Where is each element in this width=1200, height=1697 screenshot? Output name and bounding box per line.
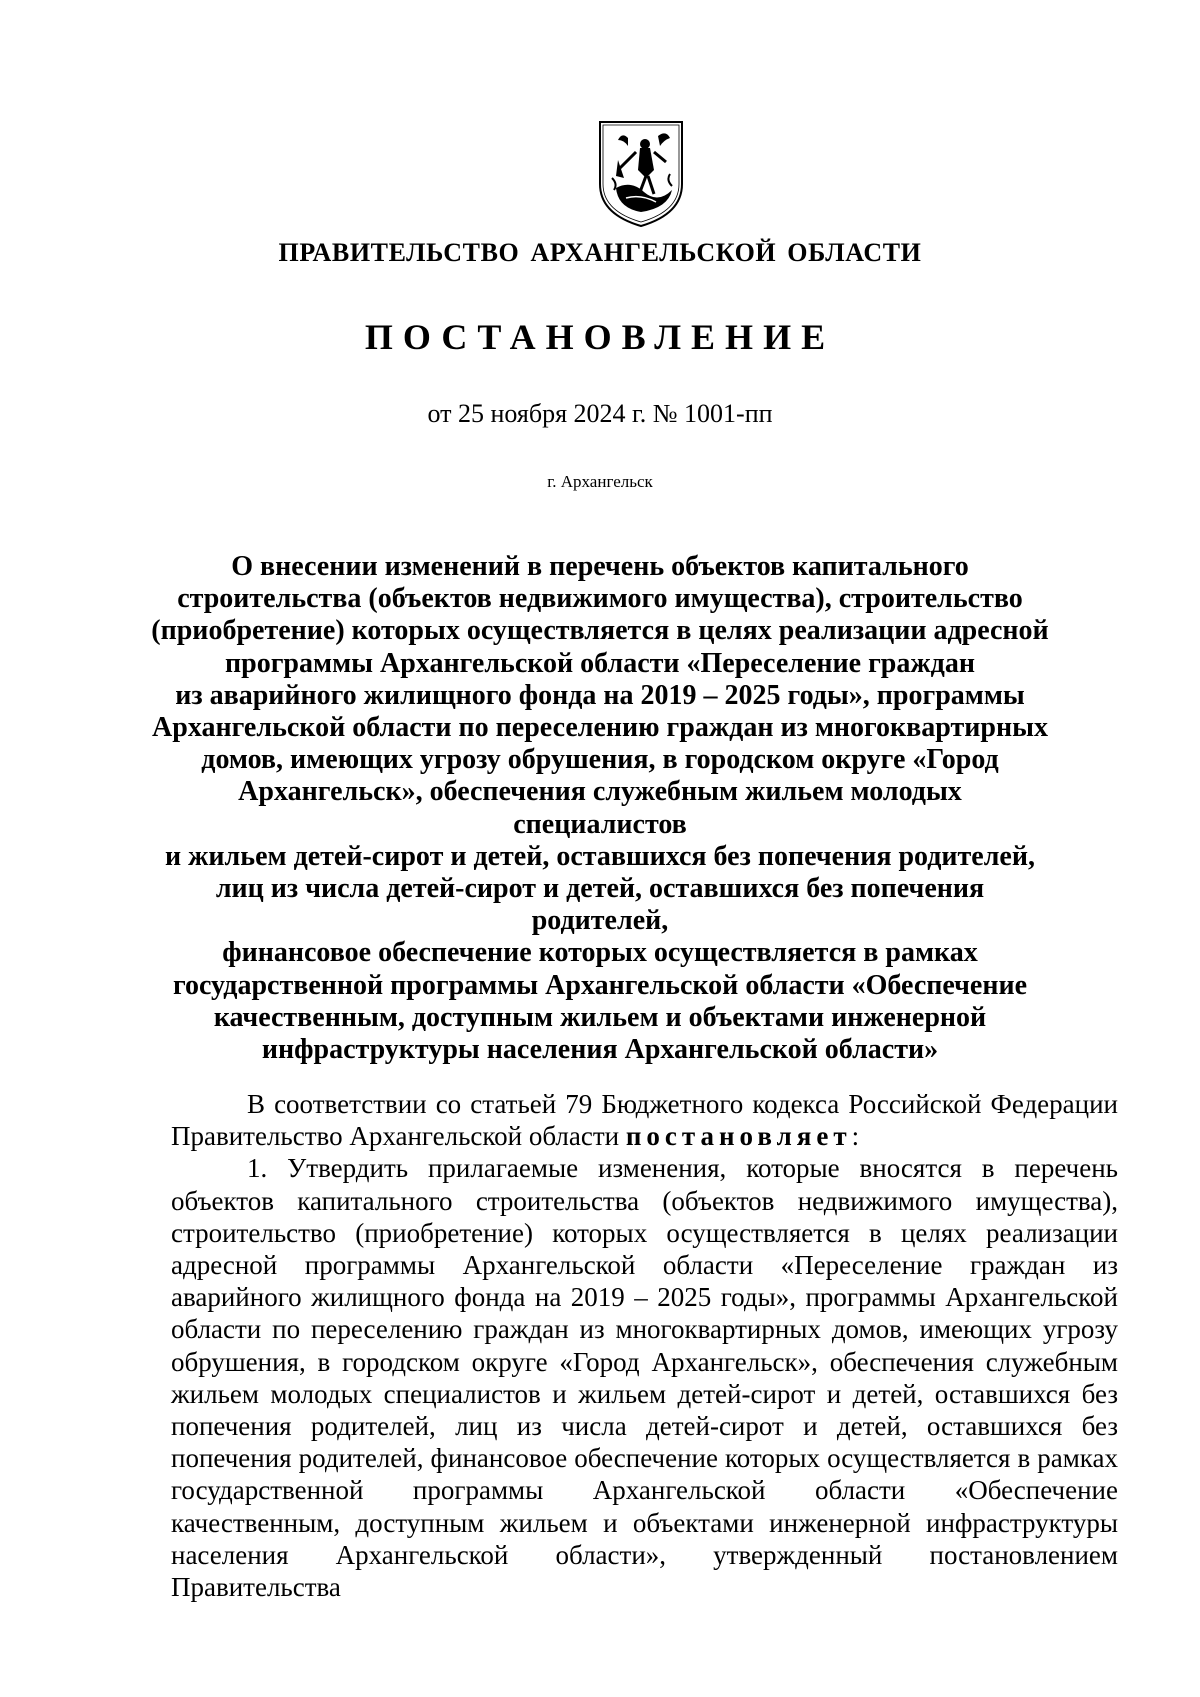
title-line: О внесении изменений в перечень объектов капитального [231, 551, 969, 582]
preamble-paragraph [171, 1088, 1118, 1152]
title-line: домов, имеющих угрозу обрушения, в городском округе «Город [201, 744, 999, 776]
title-line: Архангельск», обеспечения служебным жильем молодых специалистов [238, 776, 962, 840]
preamble-text: В соответствии со статьей 79 Бюджетного кодекса Российской Федерации Правительство Архангельской области [171, 1089, 1118, 1152]
preamble-colon: : [851, 1121, 860, 1152]
title-line: качественным, доступным жильем и объектами инженерной [213, 1001, 987, 1033]
title-line: лиц из числа детей-сирот и детей, оставшихся без попечения родителей, [215, 873, 985, 937]
resolution-keyword: постановляет [625, 1121, 852, 1152]
coat-of-arms-icon [596, 118, 686, 230]
title-line: (приобретение) которых осуществляется в целях реализации адресной [151, 615, 1049, 647]
point-1-paragraph: 1. Утвердить прилагаемые изменения, которые вносятся в перечень объектов капитального строительства (объектов недвижимого имущества), строительство (приобретение) которых осуществляется в целях реализации адресной программы Архангельской области «Переселение граждан из аварийного жилищного фонда на 2019 – 2025 годы», программы Архангельской области по переселению граждан из многоквартирных домов, имеющих угрозу обрушения, в городском округе «Город Архангельск», обеспечения служебным жильем молодых специалистов и жильем детей-сирот и детей, оставшихся без попечения родителей, лиц из числа детей-сирот и детей, оставшихся без попечения родителей, финансовое обеспечение которых осуществляется в рамках государственной программы Архангельской области «Обеспечение качественным, доступным жильем и объектами инженерной инфраструктуры населения Архангельской области», утвержденный постановлением Правительства [171, 1153, 1118, 1603]
title-line: из аварийного жилищного фонда на 2019 – 2025 годы», программы [175, 679, 1025, 711]
title-line: программы Архангельской области «Переселение граждан [225, 647, 975, 679]
document-city: г. Архангельск [547, 472, 653, 491]
title-line: инфраструктуры населения Архангельской области» [261, 1034, 939, 1066]
title-line: и жильем детей-сирот и детей, оставшихся без попечения родителей, [164, 840, 1035, 872]
document-body [171, 1088, 1118, 1603]
title-line: финансовое обеспечение которых осуществляется в рамках [222, 937, 978, 969]
document-type: ПОСТАНОВЛЕНИЕ [364, 317, 836, 357]
title-line: государственной программы Архангельской области «Обеспечение [172, 969, 1028, 1001]
document-title [150, 551, 1050, 1066]
title-line: Архангельской области по переселению граждан из многоквартирных [152, 712, 1048, 744]
document-date-number: от 25 ноября 2024 г. № 1001-пп [427, 399, 773, 428]
organization-name: ПРАВИТЕЛЬСТВО АРХАНГЕЛЬСКОЙ ОБЛАСТИ [278, 238, 922, 267]
title-line: строительства (объектов недвижимого имущества), строительство [177, 583, 1023, 615]
